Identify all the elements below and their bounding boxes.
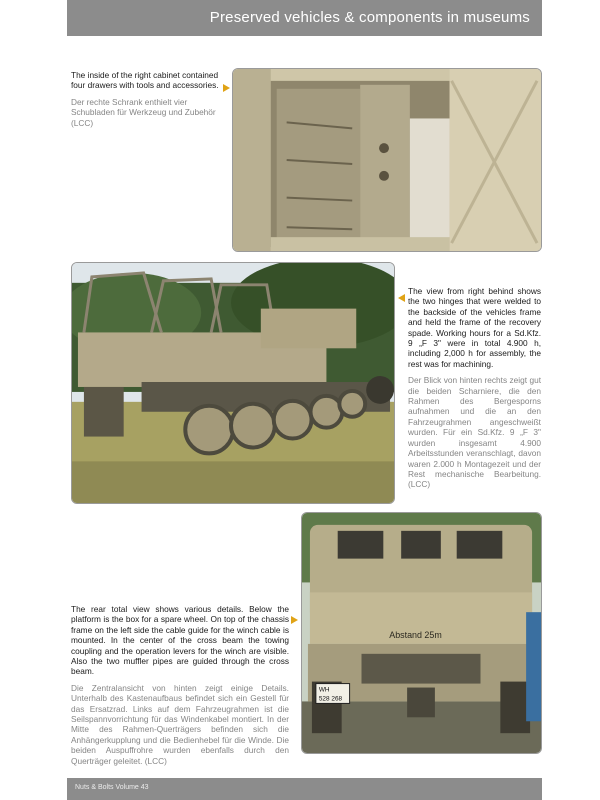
footer-text: Nuts & Bolts Volume 43 <box>75 784 149 791</box>
caption-cabinet-en: The inside of the right cabinet contained four drawers with tools and accessories. <box>71 70 219 91</box>
caption-rear-view-de: Die Zentralansicht von hinten zeigt einige Details. Unterhalb des Kastenaufbaus befindet sich ein Gestell für das Ersatzrad. Links auf dem Fahrzeugrahmen ist die Seilspannvorrichtung für das Windenkabel montiert. In der Mitte des Rahmen-Querträgers befinden sich die Anhängerkupplung und die Bedienhebel für die Winde. Die beiden Auspuffrohre wurden ebenfalls durch den Querträger geleitet. (LCC) <box>71 682 289 766</box>
photo-halftrack-rear-total <box>301 512 542 754</box>
pointer-arrow-icon <box>398 294 405 302</box>
caption-hinges-de: Der Blick von hinten rechts zeigt gut die beiden Scharniere, die den Rahmen des Bergesporns aufnahmen und die an den Fahrzeugrahmen angeschweißt wurden. Für ein Sd.Kfz. 9 „F 3" wurden insgesamt 4.900 Arbeitsstunden veranschlagt, davon waren 2.000 h Montagezeit und der Rest mechanische Bearbeitung. (LCC) <box>408 375 541 490</box>
caption-hinges-en: The view from right behind shows the two hinges that were welded to the backside of the vehicles frame and held the frame of the recovery spade. Working hours for a Sd.Kfz. 9 „F 3" were in total 4.900 h, including 2,000 h for assembly, the rest was for machining. <box>408 286 541 369</box>
caption-cabinet-de: Der rechte Schrank enthielt vier Schubladen für Werkzeug und Zubehör (LCC) <box>71 96 216 128</box>
license-plate-number: 528 268 <box>318 695 343 703</box>
pointer-arrow-icon <box>291 616 298 624</box>
photo-halftrack-rear-right <box>71 262 395 504</box>
license-plate-prefix: WH <box>318 686 330 694</box>
pointer-arrow-icon <box>223 84 230 92</box>
caption-rear-view-en: The rear total view shows various details. Below the platform is the box for a spare wheel. On top of the chassis frame on the left side the cable guide for the winch cable is mounted. In the center of the cross beam the towing coupling and the operation levers for the winch are visible. Also the two muffler pipes are guided through the cross beam. <box>71 604 289 677</box>
page-footer <box>67 778 542 800</box>
caption-rear-view <box>71 604 289 766</box>
caption-cabinet <box>71 70 221 128</box>
photo-cabinet-interior <box>232 68 542 252</box>
page-title: Preserved vehicles & components in museums <box>209 9 530 26</box>
rear-marking-distance: Abstand 25m <box>389 629 442 640</box>
caption-hinges <box>408 286 541 490</box>
page-header <box>67 0 542 36</box>
